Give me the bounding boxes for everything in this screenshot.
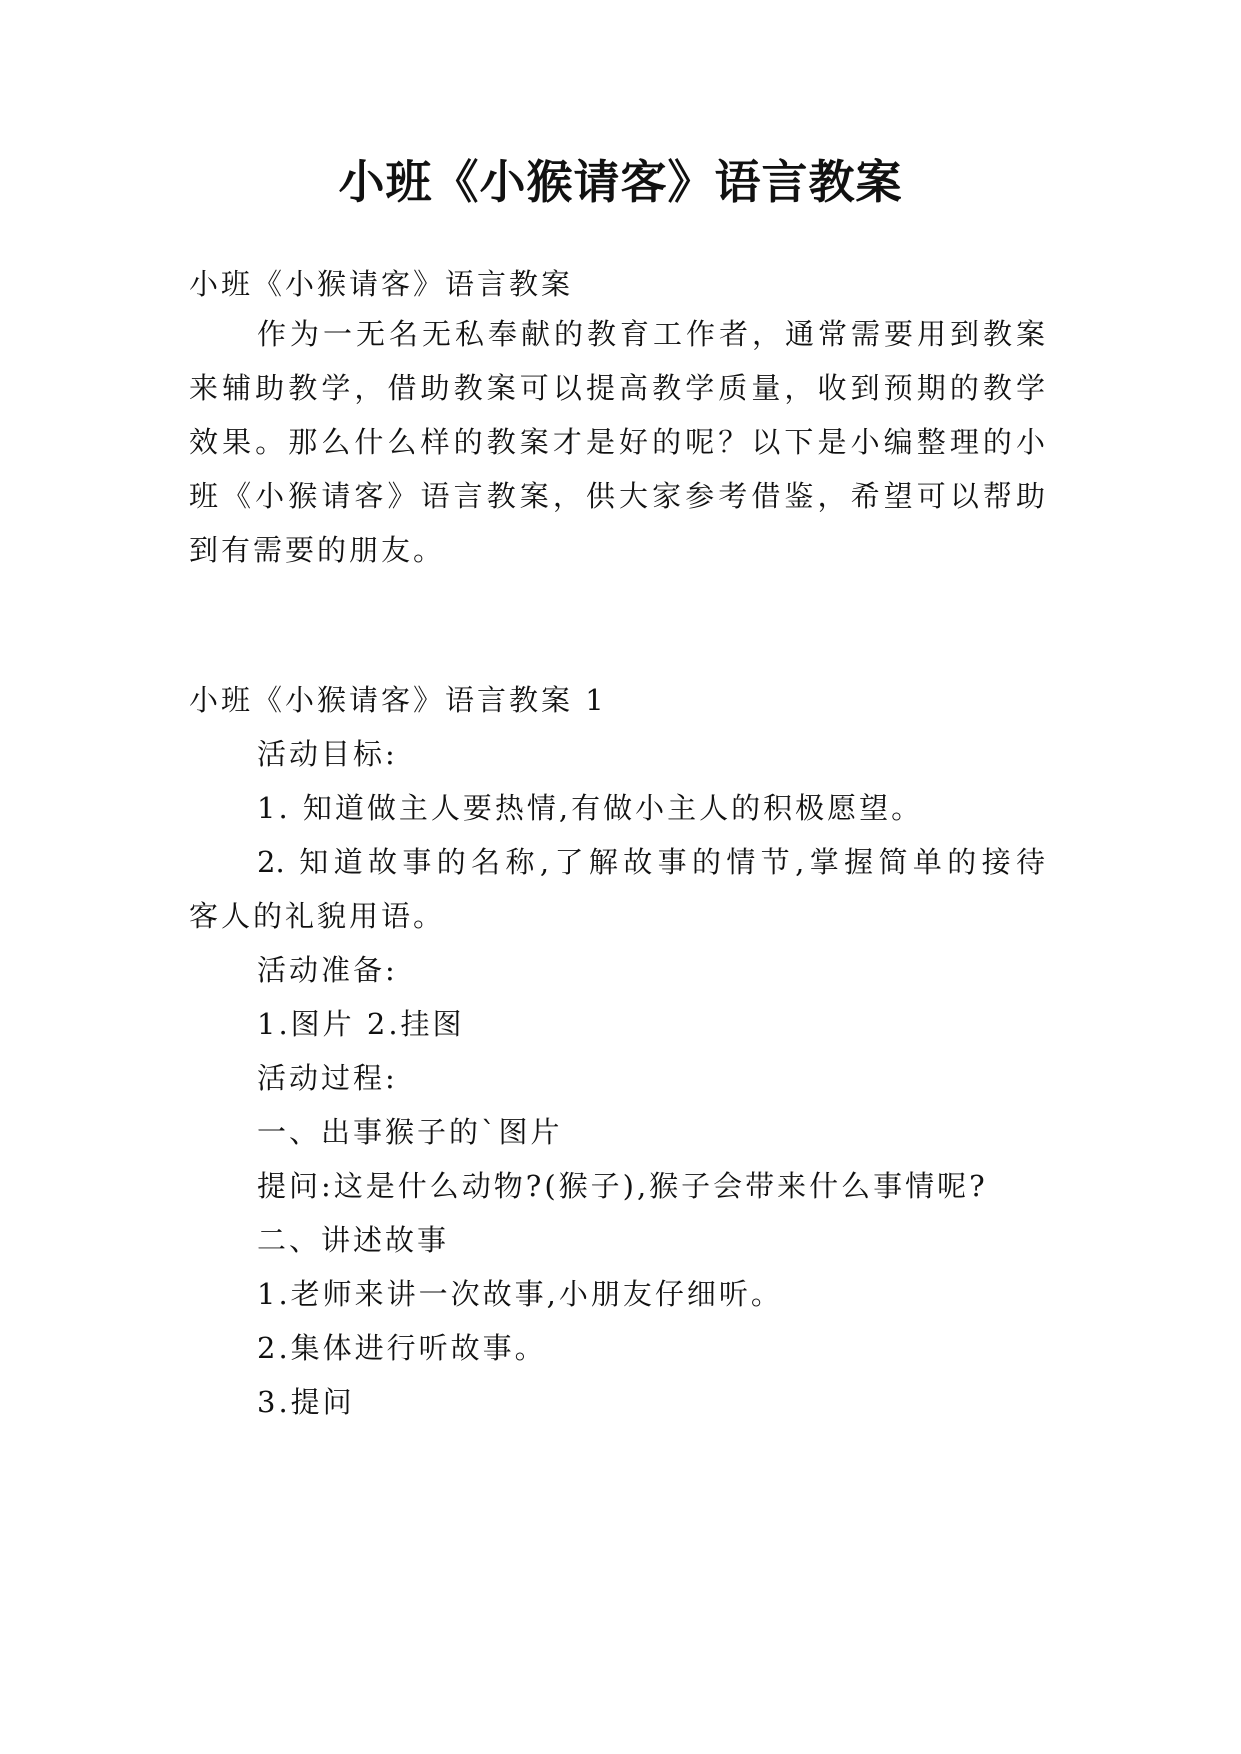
- step-2-item-2: 2.集体进行听故事。: [257, 1331, 547, 1365]
- prep-items: 1.图片 2.挂图: [257, 1007, 465, 1041]
- intro-subtitle: 小班《小猴请客》语言教案: [189, 267, 574, 301]
- goal-label: 活动目标:: [257, 737, 398, 771]
- step-2-item-3: 3.提问: [257, 1385, 355, 1419]
- step-1-heading: 一、出事猴子的`图片: [257, 1115, 563, 1149]
- document-title: 小班《小猴请客》语言教案: [338, 155, 903, 209]
- intro-paragraph-line-3: 效果。那么什么样的教案才是好的呢？以下是小编整理的小: [189, 425, 1045, 459]
- prep-label: 活动准备:: [257, 953, 398, 987]
- intro-paragraph-line-4: 班《小猴请客》语言教案，供大家参考借鉴，希望可以帮助: [189, 479, 1045, 513]
- intro-paragraph-line-1: 作为一无名无私奉献的教育工作者，通常需要用到教案: [257, 317, 1045, 351]
- section-heading: 小班《小猴请客》语言教案 1: [189, 683, 607, 717]
- step-2-item-1: 1.老师来讲一次故事,小朋友仔细听。: [257, 1277, 783, 1311]
- goal-item-1: 1. 知道做主人要热情,有做小主人的积极愿望。: [257, 791, 924, 825]
- intro-paragraph-line-5: 到有需要的朋友。: [189, 533, 446, 567]
- goal-item-2-line-1: 2. 知道故事的名称,了解故事的情节,掌握简单的接待: [257, 845, 1045, 879]
- step-1-question: 提问:这是什么动物?(猴子),猴子会带来什么事情呢?: [257, 1169, 988, 1203]
- step-2-heading: 二、讲述故事: [257, 1223, 450, 1257]
- goal-item-2-line-2: 客人的礼貌用语。: [189, 899, 446, 933]
- process-label: 活动过程:: [257, 1061, 398, 1095]
- intro-paragraph-line-2: 来辅助教学，借助教案可以提高教学质量，收到预期的教学: [189, 371, 1045, 405]
